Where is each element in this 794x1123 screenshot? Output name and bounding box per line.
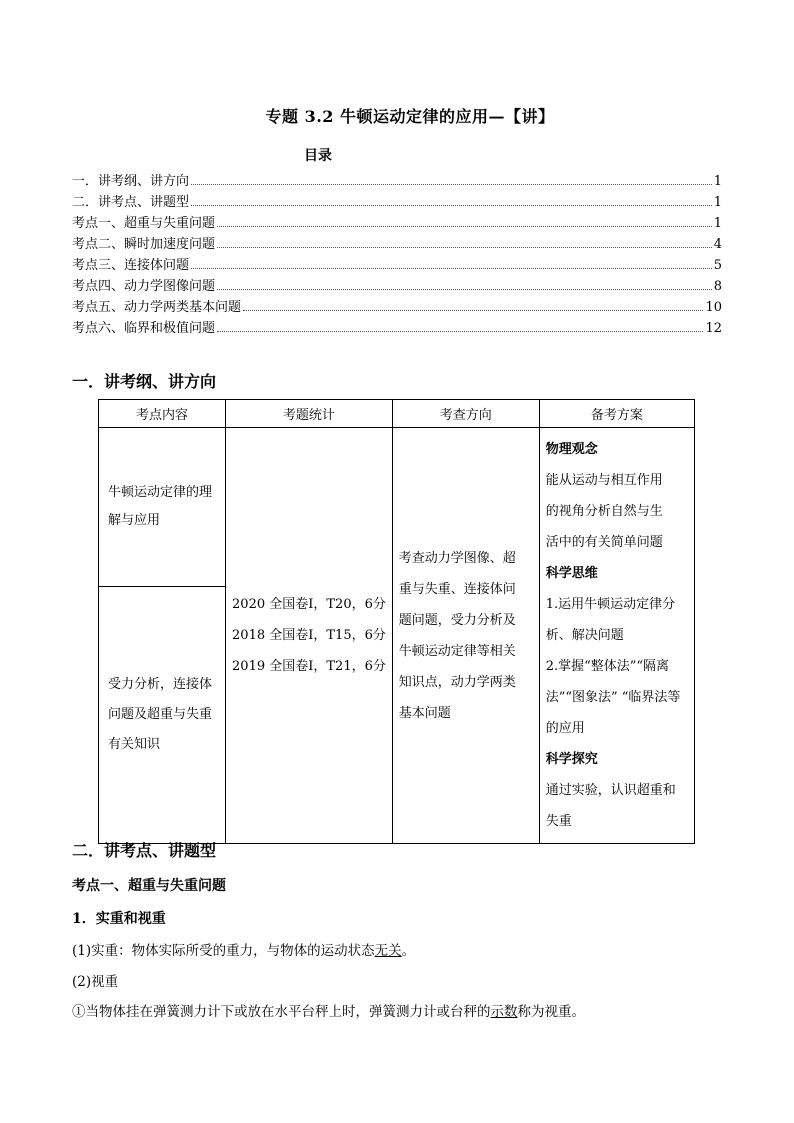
paragraph-real-weight (72, 939, 415, 959)
table-cell-content (99, 428, 226, 587)
toc-label: 考点二、瞬时加速度问题 (72, 237, 216, 252)
paragraph-apparent-definition (72, 1000, 585, 1020)
toc-label: 考点五、动力学两类基本问题 (72, 300, 242, 315)
toc-entry[interactable] (72, 210, 722, 231)
table-cell-stats (226, 428, 393, 844)
cell-line: 问题及超重与失重 (108, 707, 213, 723)
section-heading: 二．讲考点、讲题型 (72, 841, 217, 860)
toc-entry[interactable] (72, 315, 722, 336)
toc-leader (191, 268, 712, 269)
toc-heading: 目录 (304, 148, 332, 164)
cell-line: 解与应用 (108, 513, 161, 529)
toc-page: 8 (713, 279, 722, 294)
table-header: 考点内容 (99, 400, 226, 428)
toc-label: 考点四、动力学图像问题 (72, 279, 216, 294)
toc-entry[interactable] (72, 231, 722, 252)
cell-line: 法”“图象法” “临界法等 (545, 690, 681, 705)
toc-leader (243, 310, 703, 311)
toc-page: 1 (713, 174, 722, 189)
cell-line: 基本问题 (398, 705, 451, 721)
toc-leader (217, 289, 712, 290)
cell-line: 析、解决问题 (545, 628, 624, 643)
toc-leader (191, 205, 712, 206)
toc-entry[interactable] (72, 294, 722, 315)
plan-heading: 科学探究 (545, 752, 598, 767)
cell-line: 通过实验，认识超重和 (545, 783, 676, 798)
toc-label: 考点六、临界和极值问题 (72, 321, 216, 336)
toc-label: 二．讲考点、讲题型 (72, 195, 190, 210)
text-run: 。 (401, 943, 416, 959)
cell-line: 重与失重、连接体问 (398, 581, 516, 597)
plan-heading: 物理观念 (545, 442, 598, 457)
toc-label: 一．讲考纲、讲方向 (72, 174, 190, 189)
cell-line: 牛顿运动定律等相关 (398, 643, 516, 659)
cell-line: 题问题，受力分析及 (398, 612, 516, 628)
document-title: 专题 3.2 牛顿运动定律的应用—【讲】 (265, 107, 555, 126)
text-run: (1)实重：物体实际所受的重力，与物体的运动状态 (72, 943, 375, 959)
toc-page: 10 (705, 300, 722, 315)
plan-heading: 科学思维 (545, 566, 598, 581)
table-cell-plan (539, 428, 694, 844)
toc-page: 1 (713, 195, 722, 210)
exam-outline-table (98, 399, 695, 844)
section-heading: 一．讲考纲、讲方向 (72, 372, 217, 391)
cell-line: 活中的有关简单问题 (545, 535, 663, 550)
toc-entry[interactable] (72, 189, 722, 210)
toc-entry[interactable] (72, 252, 722, 273)
cell-line: 有关知识 (108, 737, 161, 753)
text-run: ①当物体挂在弹簧测力计下或放在水平台秤上时，弹簧测力计或台秤的 (72, 1004, 491, 1020)
toc-page: 1 (713, 216, 722, 231)
cell-line: 的应用 (545, 721, 585, 736)
underlined-term: 示数 (490, 1004, 518, 1020)
cell-line: 知识点，动力学两类 (398, 674, 516, 690)
cell-line: 2020 全国卷Ⅰ，T20，6分 (232, 597, 386, 612)
cell-line: 失重 (545, 814, 572, 829)
cell-line: 能从运动与相互作用 (545, 473, 663, 488)
subtopic-heading: 1．实重和视重 (72, 911, 166, 927)
toc-page: 12 (705, 321, 722, 336)
topic-heading: 考点一、超重与失重问题 (72, 878, 226, 894)
toc-label: 考点一、超重与失重问题 (72, 216, 216, 231)
toc-leader (217, 226, 712, 227)
table-cell-direction (392, 428, 539, 844)
toc-leader (217, 331, 703, 332)
toc-label: 考点三、连接体问题 (72, 258, 190, 273)
toc-page: 4 (713, 237, 722, 252)
cell-line: 2019 全国卷Ⅰ，T21，6分 (232, 659, 386, 674)
table-cell-content (99, 587, 226, 844)
toc-page: 5 (713, 258, 722, 273)
toc-entry[interactable] (72, 168, 722, 189)
text-run: 称为视重。 (517, 1004, 585, 1020)
toc-leader (217, 247, 712, 248)
cell-line: 牛顿运动定律的理 (108, 485, 213, 501)
cell-line: 的视角分析自然与生 (545, 504, 663, 519)
toc-entry[interactable] (72, 273, 722, 294)
cell-line: 考查动力学图像、超 (398, 550, 516, 566)
toc-leader (191, 184, 712, 185)
cell-line: 1.运用牛顿运动定律分 (545, 597, 676, 612)
cell-line: 2018 全国卷Ⅰ，T15，6分 (232, 628, 386, 643)
table-header: 考题统计 (226, 400, 393, 428)
table-header: 考查方向 (392, 400, 539, 428)
paragraph-apparent-weight: (2)视重 (72, 974, 119, 990)
underlined-term: 无关 (374, 943, 402, 959)
cell-line: 受力分析，连接体 (108, 677, 213, 693)
table-header: 备考方案 (539, 400, 694, 428)
cell-line: 2.掌握“整体法”“隔离 (545, 659, 670, 674)
table-of-contents (72, 168, 722, 336)
